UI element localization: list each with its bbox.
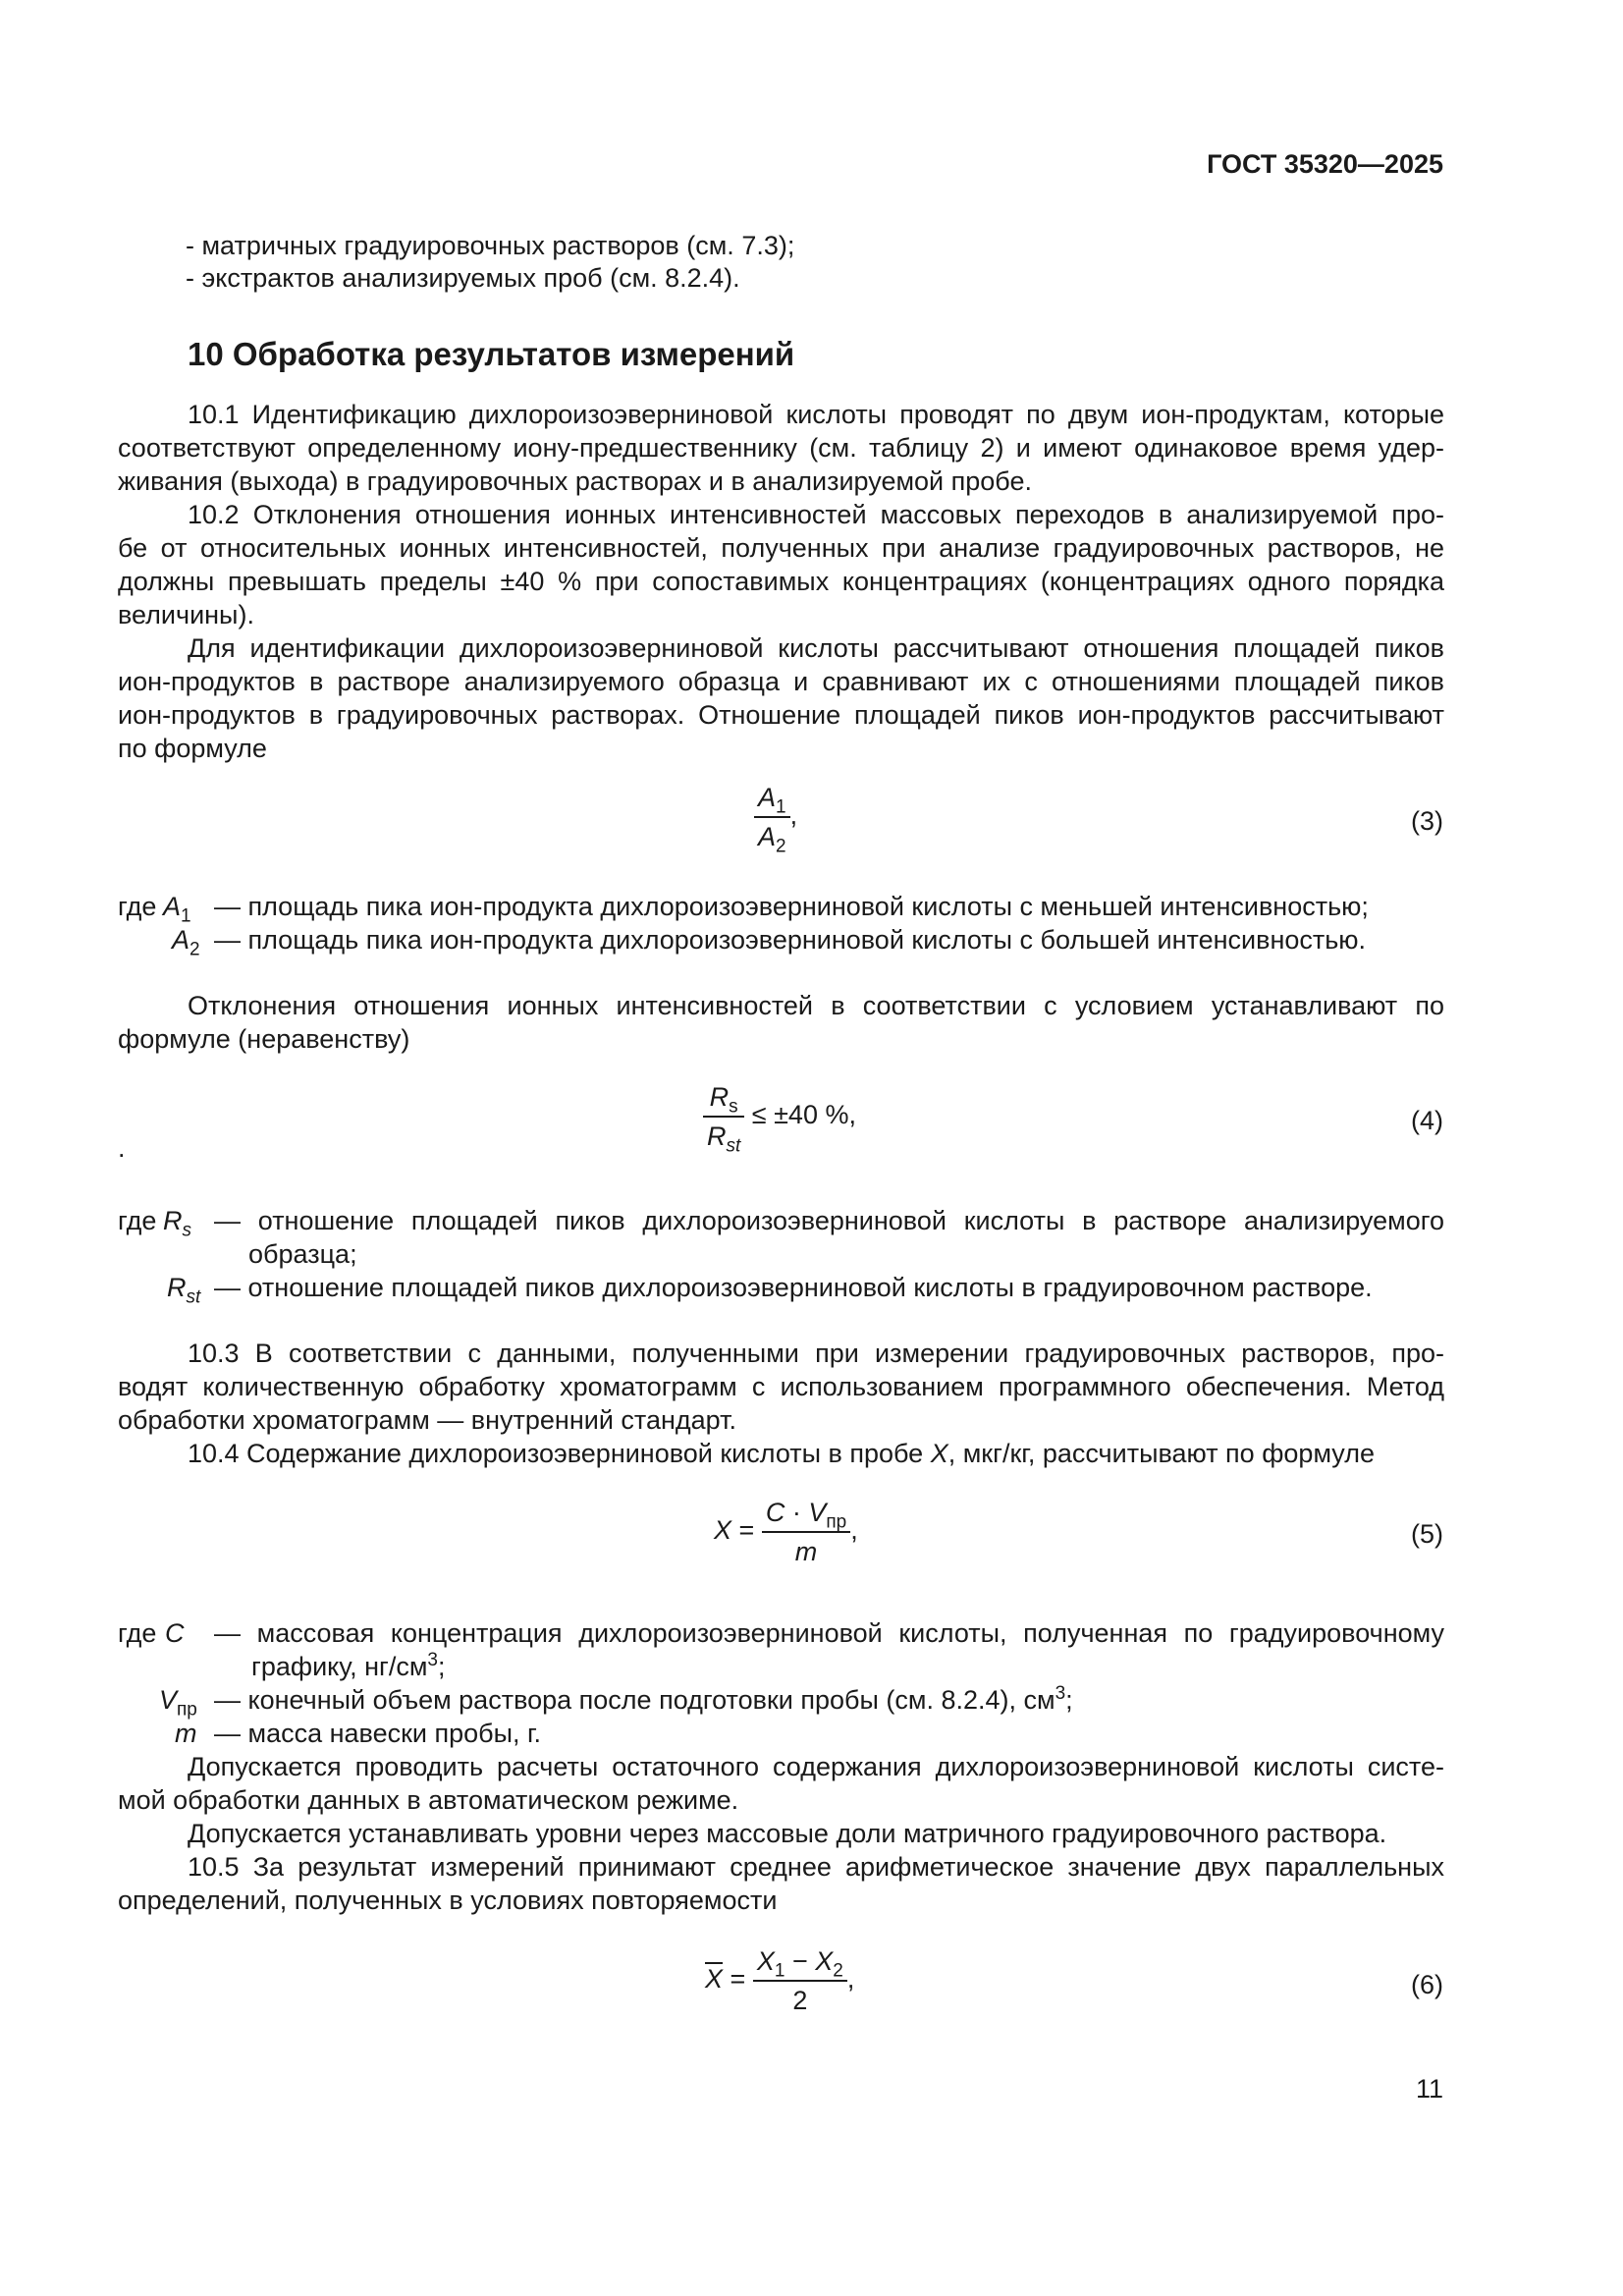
paragraph-line: мой обработки данных в автоматическом режиме. xyxy=(118,1785,739,1815)
where-symbol: $R_{st}$ xyxy=(167,1273,201,1308)
where-symbol: $A_1$ xyxy=(163,892,191,927)
formula-subscript: st xyxy=(726,1135,741,1157)
where-definition: — площадь пика ион-продукта дихлороизоэверниновой кислоты с большей интенсивностью. xyxy=(214,925,1367,955)
where-definition: — масса навески пробы, г. xyxy=(214,1719,542,1748)
formula-tail: , xyxy=(850,1515,858,1546)
formula-number: (5) xyxy=(1411,1519,1443,1549)
where-definition: — конечный объем раствора после подготовки пробы (см. 8.2.4), $см^3$; xyxy=(214,1683,1073,1715)
fraction: $\frac{X_1 - X_2}{2}$ xyxy=(753,1944,847,2017)
formula-symbol: A xyxy=(758,783,777,812)
paragraph-line: определений, полученных в условиях повторяемости xyxy=(118,1886,778,1915)
fraction: $\frac{C \cdot V_{пр}}{m}$ xyxy=(762,1496,850,1568)
paragraph-line: обработки хроматограмм — внутренний стандарт. xyxy=(118,1405,736,1435)
formula-tail: , xyxy=(789,800,798,831)
where-prefix: где xyxy=(118,1206,157,1235)
where-prefix: где xyxy=(118,892,157,921)
paragraph-line: водят количественную обработку хроматограмм с использованием программного обеспечения. Метод xyxy=(118,1372,1444,1401)
formula-number: (4) xyxy=(1411,1106,1443,1135)
formula-subscript: 2 xyxy=(776,836,786,857)
formula-6 xyxy=(705,1944,854,2017)
paragraph-line: по формуле xyxy=(118,734,267,763)
formula-number: (6) xyxy=(1411,1970,1443,1999)
fraction xyxy=(703,1080,744,1157)
where-symbol: $A_2$ xyxy=(172,925,200,960)
paragraph-line: Допускается проводить расчеты остаточного содержания дихлороизоэверниновой кислоты систе- xyxy=(188,1752,1444,1781)
paragraph-line: 10.2 Отклонения отношения ионных интенсивностей массовых переходов в анализируемой про- xyxy=(188,500,1444,529)
formula-number: (3) xyxy=(1411,806,1443,836)
where-symbol: m xyxy=(175,1719,197,1748)
stray-dot: . xyxy=(118,1133,126,1163)
paragraph-line: 10.3 В соответствии с данными, полученными при измерении градуировочных растворов, про- xyxy=(188,1339,1444,1368)
where-definition-cont: образца; xyxy=(248,1239,357,1269)
paragraph-line: формуле (неравенству) xyxy=(118,1024,410,1054)
paragraph-line: величины). xyxy=(118,600,254,629)
paragraph-line: живания (выхода) в градуировочных растворах и в анализируемой пробе. xyxy=(118,466,1032,496)
formula-subscript: s xyxy=(729,1096,738,1118)
page-number: 11 xyxy=(1415,2074,1443,2104)
paragraph-line: бе от относительных ионных интенсивностей, полученных при анализе градуировочных растворов, не xyxy=(118,533,1444,563)
paragraph-line: ион-продуктов в растворе анализируемого образца и сравнивают их с отношениями площадей пиков xyxy=(118,667,1444,696)
paragraph-line: 10.1 Идентификацию дихлороизоэверниновой кислоты проводят по двум ион-продуктам, которые xyxy=(188,400,1444,429)
formula-operator: = xyxy=(730,1964,746,1995)
where-symbol: $V_{пр}$ xyxy=(159,1685,197,1721)
where-symbol: C xyxy=(165,1618,185,1648)
list-item: - матричных градуировочных растворов (см. 7.3); xyxy=(186,231,795,260)
formula-tail: , xyxy=(846,1964,855,1995)
where-prefix: где xyxy=(118,1618,157,1648)
formula-3 xyxy=(754,781,798,857)
paragraph-line: соответствуют определенному иону-предшественнику (см. таблицу 2) и имеют одинаковое время удер- xyxy=(118,433,1444,463)
where-definition-cont: графику, $нг/см^3$; xyxy=(251,1650,446,1681)
formula-4 xyxy=(703,1080,856,1157)
formula-symbol: R xyxy=(709,1082,730,1112)
formula-subscript: 1 xyxy=(776,796,786,818)
section-title: 10 Обработка результатов измерений xyxy=(188,336,795,372)
fraction xyxy=(754,781,790,857)
paragraph-line: должны превышать пределы ±40 % при сопоставимых концентрациях (концентрациях одного порядка xyxy=(118,567,1444,596)
where-definition: — отношение площадей пиков дихлороизоэверниновой кислоты в градуировочном растворе. xyxy=(214,1273,1373,1302)
where-definition: — массовая концентрация дихлороизоэверниновой кислоты, полученная по градуировочному xyxy=(214,1618,1444,1648)
paragraph-line: Допускается устанавливать уровни через массовые доли матричного градуировочного раствора. xyxy=(188,1819,1387,1848)
where-definition: — отношение площадей пиков дихлороизоэверниновой кислоты в растворе анализируемого xyxy=(214,1206,1444,1235)
formula-tail: ≤ ±40 %, xyxy=(751,1100,856,1130)
paragraph-line: Отклонения отношения ионных интенсивностей в соответствии с условием устанавливают по xyxy=(188,991,1444,1020)
where-symbol: $R_s$ xyxy=(163,1206,191,1241)
formula-operator: = xyxy=(738,1515,755,1546)
paragraph-line: Для идентификации дихлороизоэверниновой кислоты рассчитывают отношения площадей пиков xyxy=(188,633,1444,663)
paragraph-line: ион-продуктов в градуировочных растворах. Отношение площадей пиков ион-продуктов рассчитывают xyxy=(118,700,1444,730)
formula-symbol: R xyxy=(707,1121,727,1151)
list-item: - экстрактов анализируемых проб (см. 8.2.4). xyxy=(186,263,740,293)
formula-symbol: X xyxy=(714,1515,732,1546)
formula-5 xyxy=(714,1496,858,1568)
paragraph-line: 10.5 За результат измерений принимают среднее арифметическое значение двух параллельных xyxy=(188,1852,1444,1882)
paragraph-line: 10.4 Содержание дихлороизоэверниновой кислоты в пробе X, мкг/кг, рассчитывают по формуле xyxy=(188,1439,1375,1468)
formula-symbol: $\overline{X}$ xyxy=(705,1964,724,1995)
formula-symbol: A xyxy=(758,822,777,851)
where-definition: — площадь пика ион-продукта дихлороизоэверниновой кислоты с меньшей интенсивностью; xyxy=(214,892,1369,921)
document-header: ГОСТ 35320—2025 xyxy=(1207,149,1443,179)
